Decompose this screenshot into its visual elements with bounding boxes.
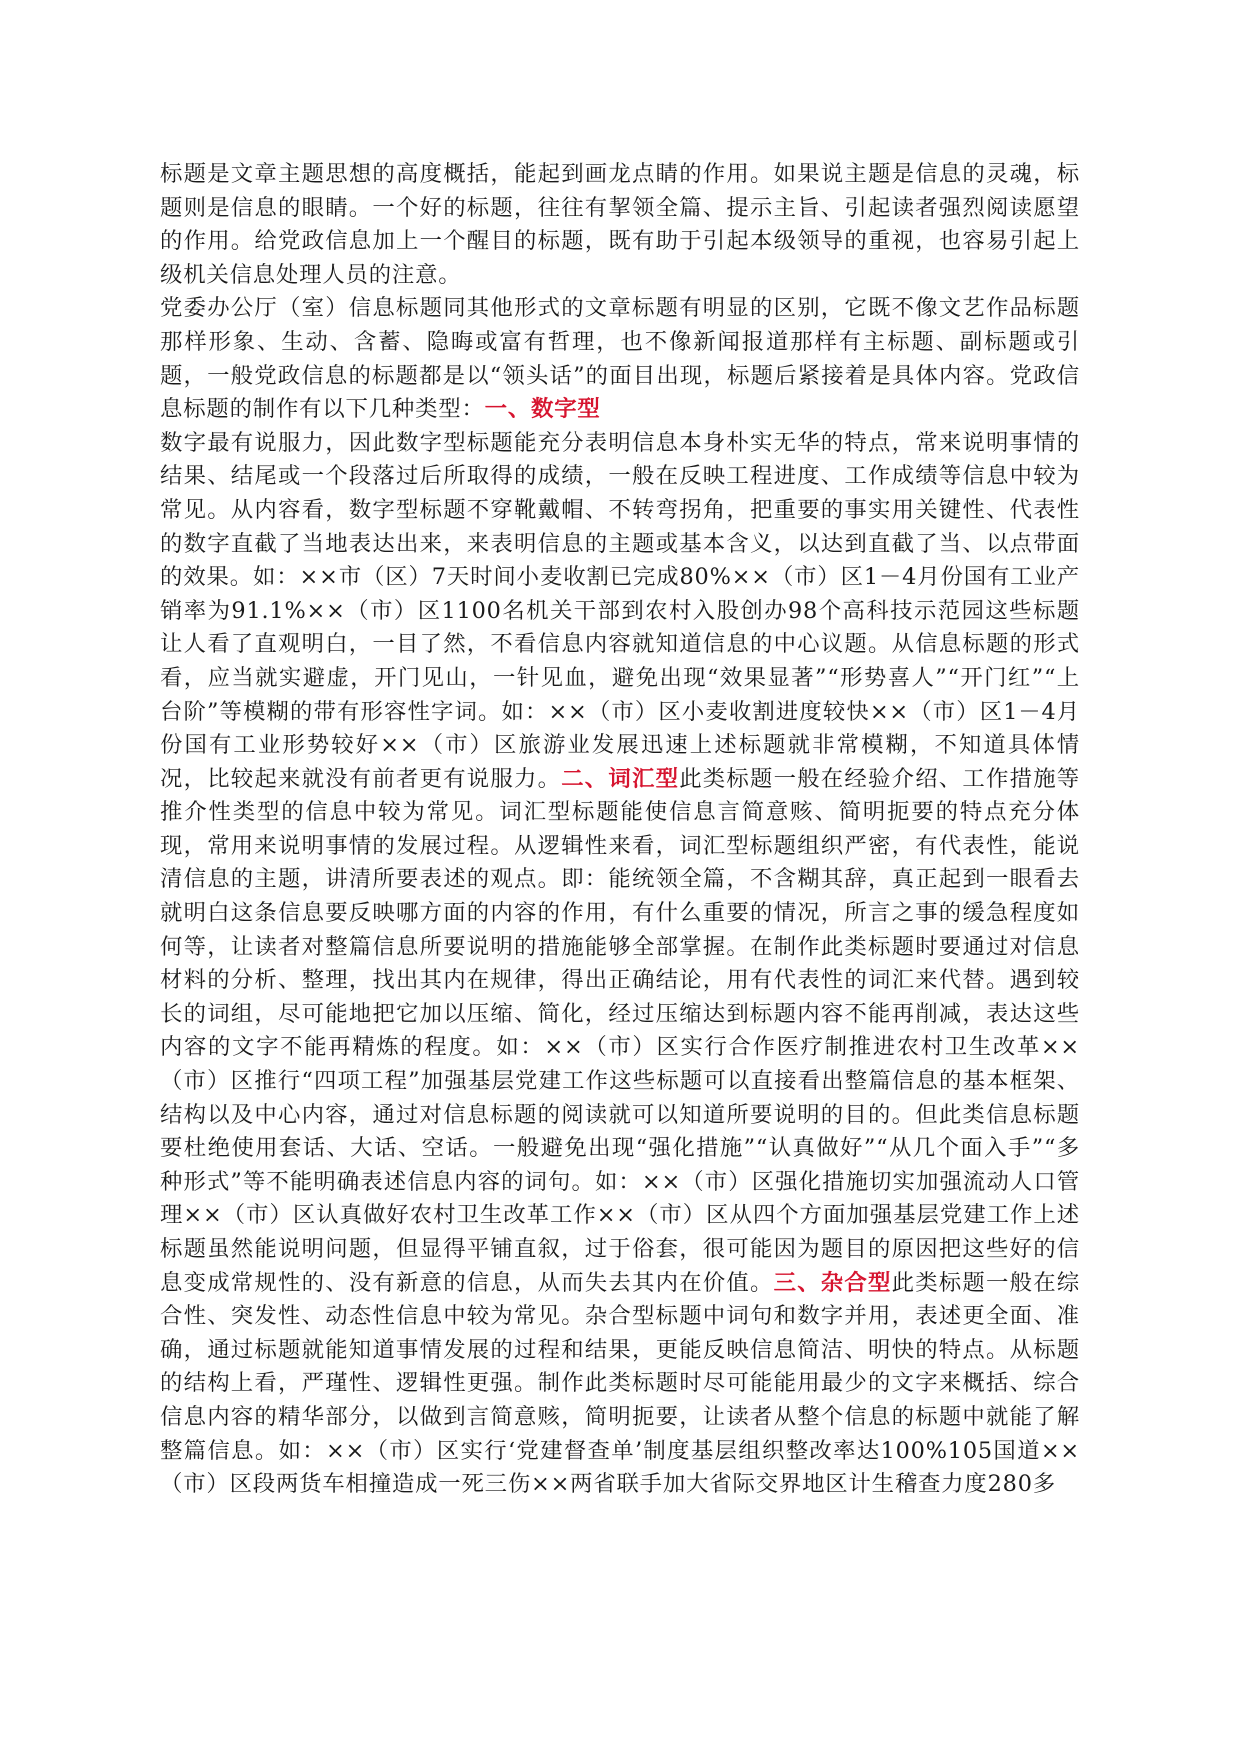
paragraph-text: 此类标题一般在综合性、突发性、动态性信息中较为常见。杂合型标题中词句和数字并用，表述更全面、准确，通过标题就能知道事情发展的过程和结果，更能反映信息简洁、明快的特点。从标题的结构上看，严瑾性、逻辑性更强。制作此类标题时尽可能能用最少的文字来概括、综合信息内容的精华部分，以做到言简意赅，简明扼要，让读者从整个信息的标题中就能了解整篇信息。如：××（市）区实行‘党建督查单’制度基层组织整改率达100%105国道××（市）区段两货车相撞造成一死三伤××两省联手加大省际交界地区计生稽查力度280多: [160, 1269, 1080, 1498]
paragraph-text: 此类标题一般在经验介绍、工作措施等推介性类型的信息中较为常见。词汇型标题能使信息言简意赅、简明扼要的特点充分体现，常用来说明事情的发展过程。从逻辑性来看，词汇型标题组织严密，有代表性，能说清信息的主题，讲清所要表述的观点。即：能统领全篇，不含糊其辞，真正起到一眼看去就明白这条信息要反映哪方面的内容的作用，有什么重要的情况，所言之事的缓急程度如何等，让读者对整篇信息所要说明的措施能够全部掌握。在制作此类标题时要通过对信息材料的分析、整理，找出其内在规律，得出正确结论，用有代表性的词汇来代替。遇到较长的词组，尽可能地把它加以压缩、简化，经过压缩达到标题内容不能再削减，表达这些内容的文字不能再精炼的程度。如：××（市）区实行合作医疗制推进农村卫生改革××（市）区推行“四项工程”加强基层党建工作这些标题可以直接看出整篇信息的基本框架、结构以及中心内容，通过对信息标题的阅读就可以知道所要说明的目的。但此类信息标题要杜绝使用套话、大话、空话。一般避免出现“强化措施”“认真做好”“从几个面入手”“多种形式”等不能明确表述信息内容的词句。如：××（市）区强化措施切实加强流动人口管理××（市）区认真做好农村卫生改革工作××（市）区从四个方面加强基层党建工作上述标题虽然能说明问题，但显得平铺直叙，过于俗套，很可能因为题目的原因把这些好的信息变成常规性的、没有新意的信息，从而失去其内在价值。: [160, 765, 1080, 1296]
paragraph-comparison: [160, 292, 1080, 426]
paragraph-text: 党委办公厅（室）信息标题同其他形式的文章标题有明显的区别，它既不像文艺作品标题那样形象、生动、含蓄、隐晦或富有哲理，也不像新闻报道那样有主标题、副标题或引题，一般党政信息的标题都是以“领头话”的面目出现，标题后紧接着是具体内容。党政信息标题的制作有以下几种类型：: [160, 295, 1080, 423]
paragraph-intro: [160, 158, 1080, 292]
document-page: [160, 158, 1080, 1502]
paragraph-text: 数字最有说服力，因此数字型标题能充分表明信息本身朴实无华的特点，常来说明事情的结果、结尾或一个段落过后所取得的成绩，一般在反映工程进度、工作成绩等信息中较为常见。从内容看，数字型标题不穿靴戴帽、不转弯拐角，把重要的事实用关键性、代表性的数字直截了当地表达出来，来表明信息的主题或基本含义，以达到直截了当、以点带面的效果。如：××市（区）7天时间小麦收割已完成80%××（市）区1－4月份国有工业产销率为91.1%××（市）区1100名机关干部到农村入股创办98个高科技示范园这些标题让人看了直观明白，一目了然，不看信息内容就知道信息的中心议题。从信息标题的形式看，应当就实避虚，开门见山，一针见血，避免出现“效果显著”“形势喜人”“开门红”“上台阶”等模糊的带有形容性字词。如：××（市）区小麦收割进度较快××（市）区1－4月份国有工业形势较好××（市）区旅游业发展迅速上述标题就非常模糊，不知道具体情况，比较起来就没有前者更有说服力。: [160, 429, 1080, 792]
section-heading-vocabulary: 二、词汇型: [561, 765, 680, 792]
section-heading-mixed: 三、杂合型: [773, 1269, 892, 1296]
paragraph-text: 标题是文章主题思想的高度概括，能起到画龙点睛的作用。如果说主题是信息的灵魂，标题则是信息的眼睛。一个好的标题，往往有挈领全篇、提示主旨、引起读者强烈阅读愿望的作用。给党政信息加上一个醒目的标题，既有助于引起本级领导的重视，也容易引起上级机关信息处理人员的注意。: [160, 161, 1080, 288]
paragraph-body: [160, 427, 1080, 1502]
section-heading-numeric: 一、数字型: [484, 396, 601, 423]
